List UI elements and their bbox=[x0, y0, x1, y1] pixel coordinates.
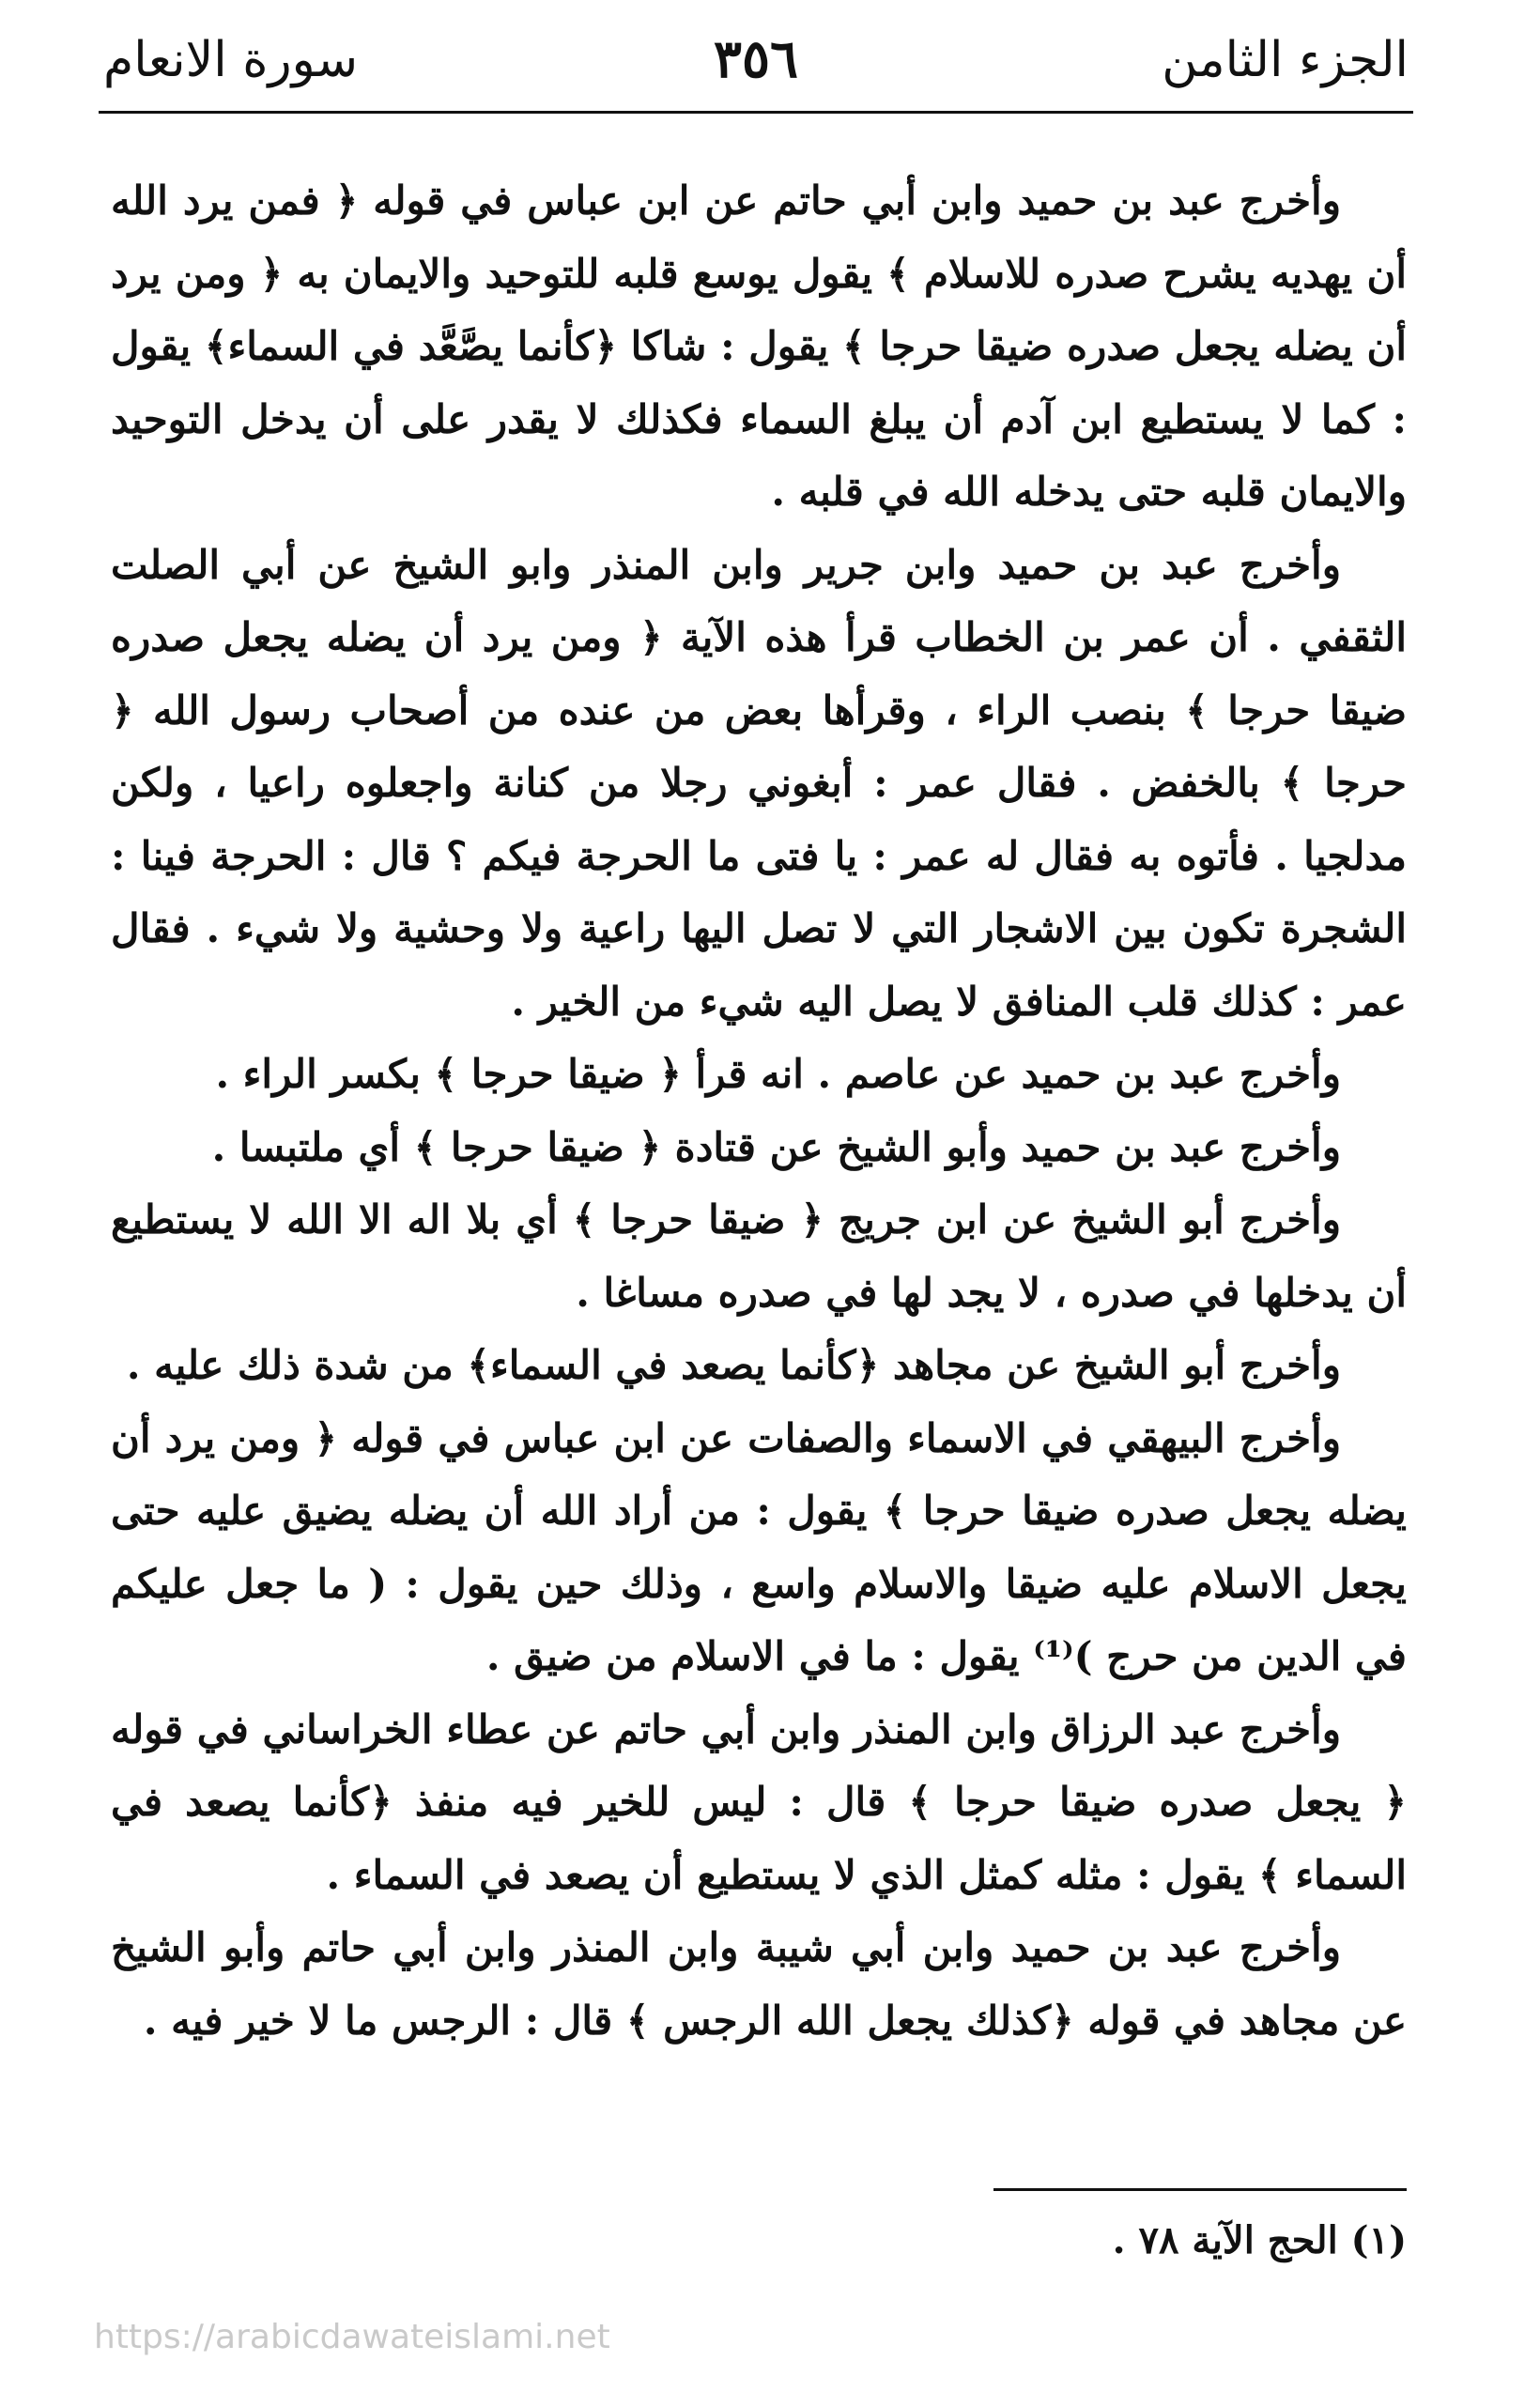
part-title: الجزء الثامن bbox=[1162, 32, 1409, 88]
page-number: ٣٥٦ bbox=[713, 28, 799, 90]
footnote-rule bbox=[993, 2188, 1407, 2191]
paragraph: وأخرج عبد بن حميد وابن أبي حاتم عن ابن عباس في قوله ﴿ فمن يرد الله أن يهديه يشرح صدره للاسلام ﴾ يقول يوسع قلبه للتوحيد والايمان به ﴿ ومن يرد أن يضله يجعل صدره ضيقا حرجا ﴾ يقول : شاكا ﴿كأنما يصَّعَّد في السماء﴾ يقول : كما لا يستطيع ابن آدم أن يبلغ السماء فكذلك لا يقدر على أن يدخل التوحيد والايمان قلبه حتى يدخله الله في قلبه . bbox=[111, 177, 1407, 515]
footnote: (١) الحج الآية ٧٨ . bbox=[1112, 2218, 1407, 2262]
paragraph: وأخرج عبد بن حميد وابن أبي شيبة وابن المنذر وابن أبي حاتم وأبو الشيخ عن مجاهد في قوله ﴿كذلك يجعل الله الرجس ﴾ قال : الرجس ما لا خير فيه . bbox=[111, 1924, 1407, 2044]
paragraph: وأخرج البيهقي في الاسماء والصفات عن ابن عباس في قوله ﴿ ومن يرد أن يضله يجعل صدره ضيقا حرجا ﴾ يقول : من أراد الله أن يضله يضيق عليه حتى يجعل الاسلام عليه ضيقا والاسلام واسع ، وذلك حين يقول : ( ما جعل عليكم في الدين من حرج )⁽¹⁾ يقول : ما في الاسلام من ضيق . bbox=[111, 1414, 1407, 1679]
paragraph: وأخرج عبد بن حميد عن عاصم . انه قرأ ﴿ ضيقا حرجا ﴾ بكسر الراء . bbox=[215, 1051, 1341, 1097]
main-text bbox=[111, 164, 1407, 2057]
paragraph: وأخرج أبو الشيخ عن مجاهد ﴿كأنما يصعد في السماء﴾ من شدة ذلك عليه . bbox=[126, 1342, 1341, 1388]
surah-title: سورة الانعام bbox=[103, 32, 359, 88]
paragraph: وأخرج عبد بن حميد وابن جرير وابن المنذر وابو الشيخ عن أبي الصلت الثقفي . أن عمر بن الخطاب قرأ هذه الآية ﴿ ومن يرد أن يضله يجعل صدره ضيقا حرجا ﴾ بنصب الراء ، وقرأها بعض من عنده من أصحاب رسول الله ﴿ حرجا ﴾ بالخفض . فقال عمر : أبغوني رجلا من كنانة واجعلوه راعيا ، ولكن مدلجيا . فأتوه به فقال له عمر : يا فتى ما الحرجة فيكم ؟ قال : الحرجة فينا : الشجرة تكون بين الاشجار التي لا تصل اليها راعية ولا وحشية ولا شيء . فقال عمر : كذلك قلب المنافق لا يصل اليه شيء من الخير . bbox=[111, 541, 1407, 1025]
paragraph: وأخرج عبد الرزاق وابن المنذر وابن أبي حاتم عن عطاء الخراساني في قوله ﴿ يجعل صدره ضيقا حرجا ﴾ قال : ليس للخير فيه منفذ ﴿كأنما يصعد في السماء ﴾ يقول : مثله كمثل الذي لا يستطيع أن يصعد في السماء . bbox=[111, 1705, 1407, 1898]
page-header bbox=[103, 26, 1409, 111]
header-rule bbox=[99, 111, 1413, 114]
paragraph: وأخرج أبو الشيخ عن ابن جريج ﴿ ضيقا حرجا ﴾ أي بلا اله الا الله لا يستطيع أن يدخلها في صدره ، لا يجد لها في صدره مساغا . bbox=[111, 1196, 1407, 1316]
paragraph: وأخرج عبد بن حميد وأبو الشيخ عن قتادة ﴿ ضيقا حرجا ﴾ أي ملتبسا . bbox=[211, 1123, 1341, 1170]
watermark-url: https://arabicdawateislami.net bbox=[94, 2318, 610, 2356]
